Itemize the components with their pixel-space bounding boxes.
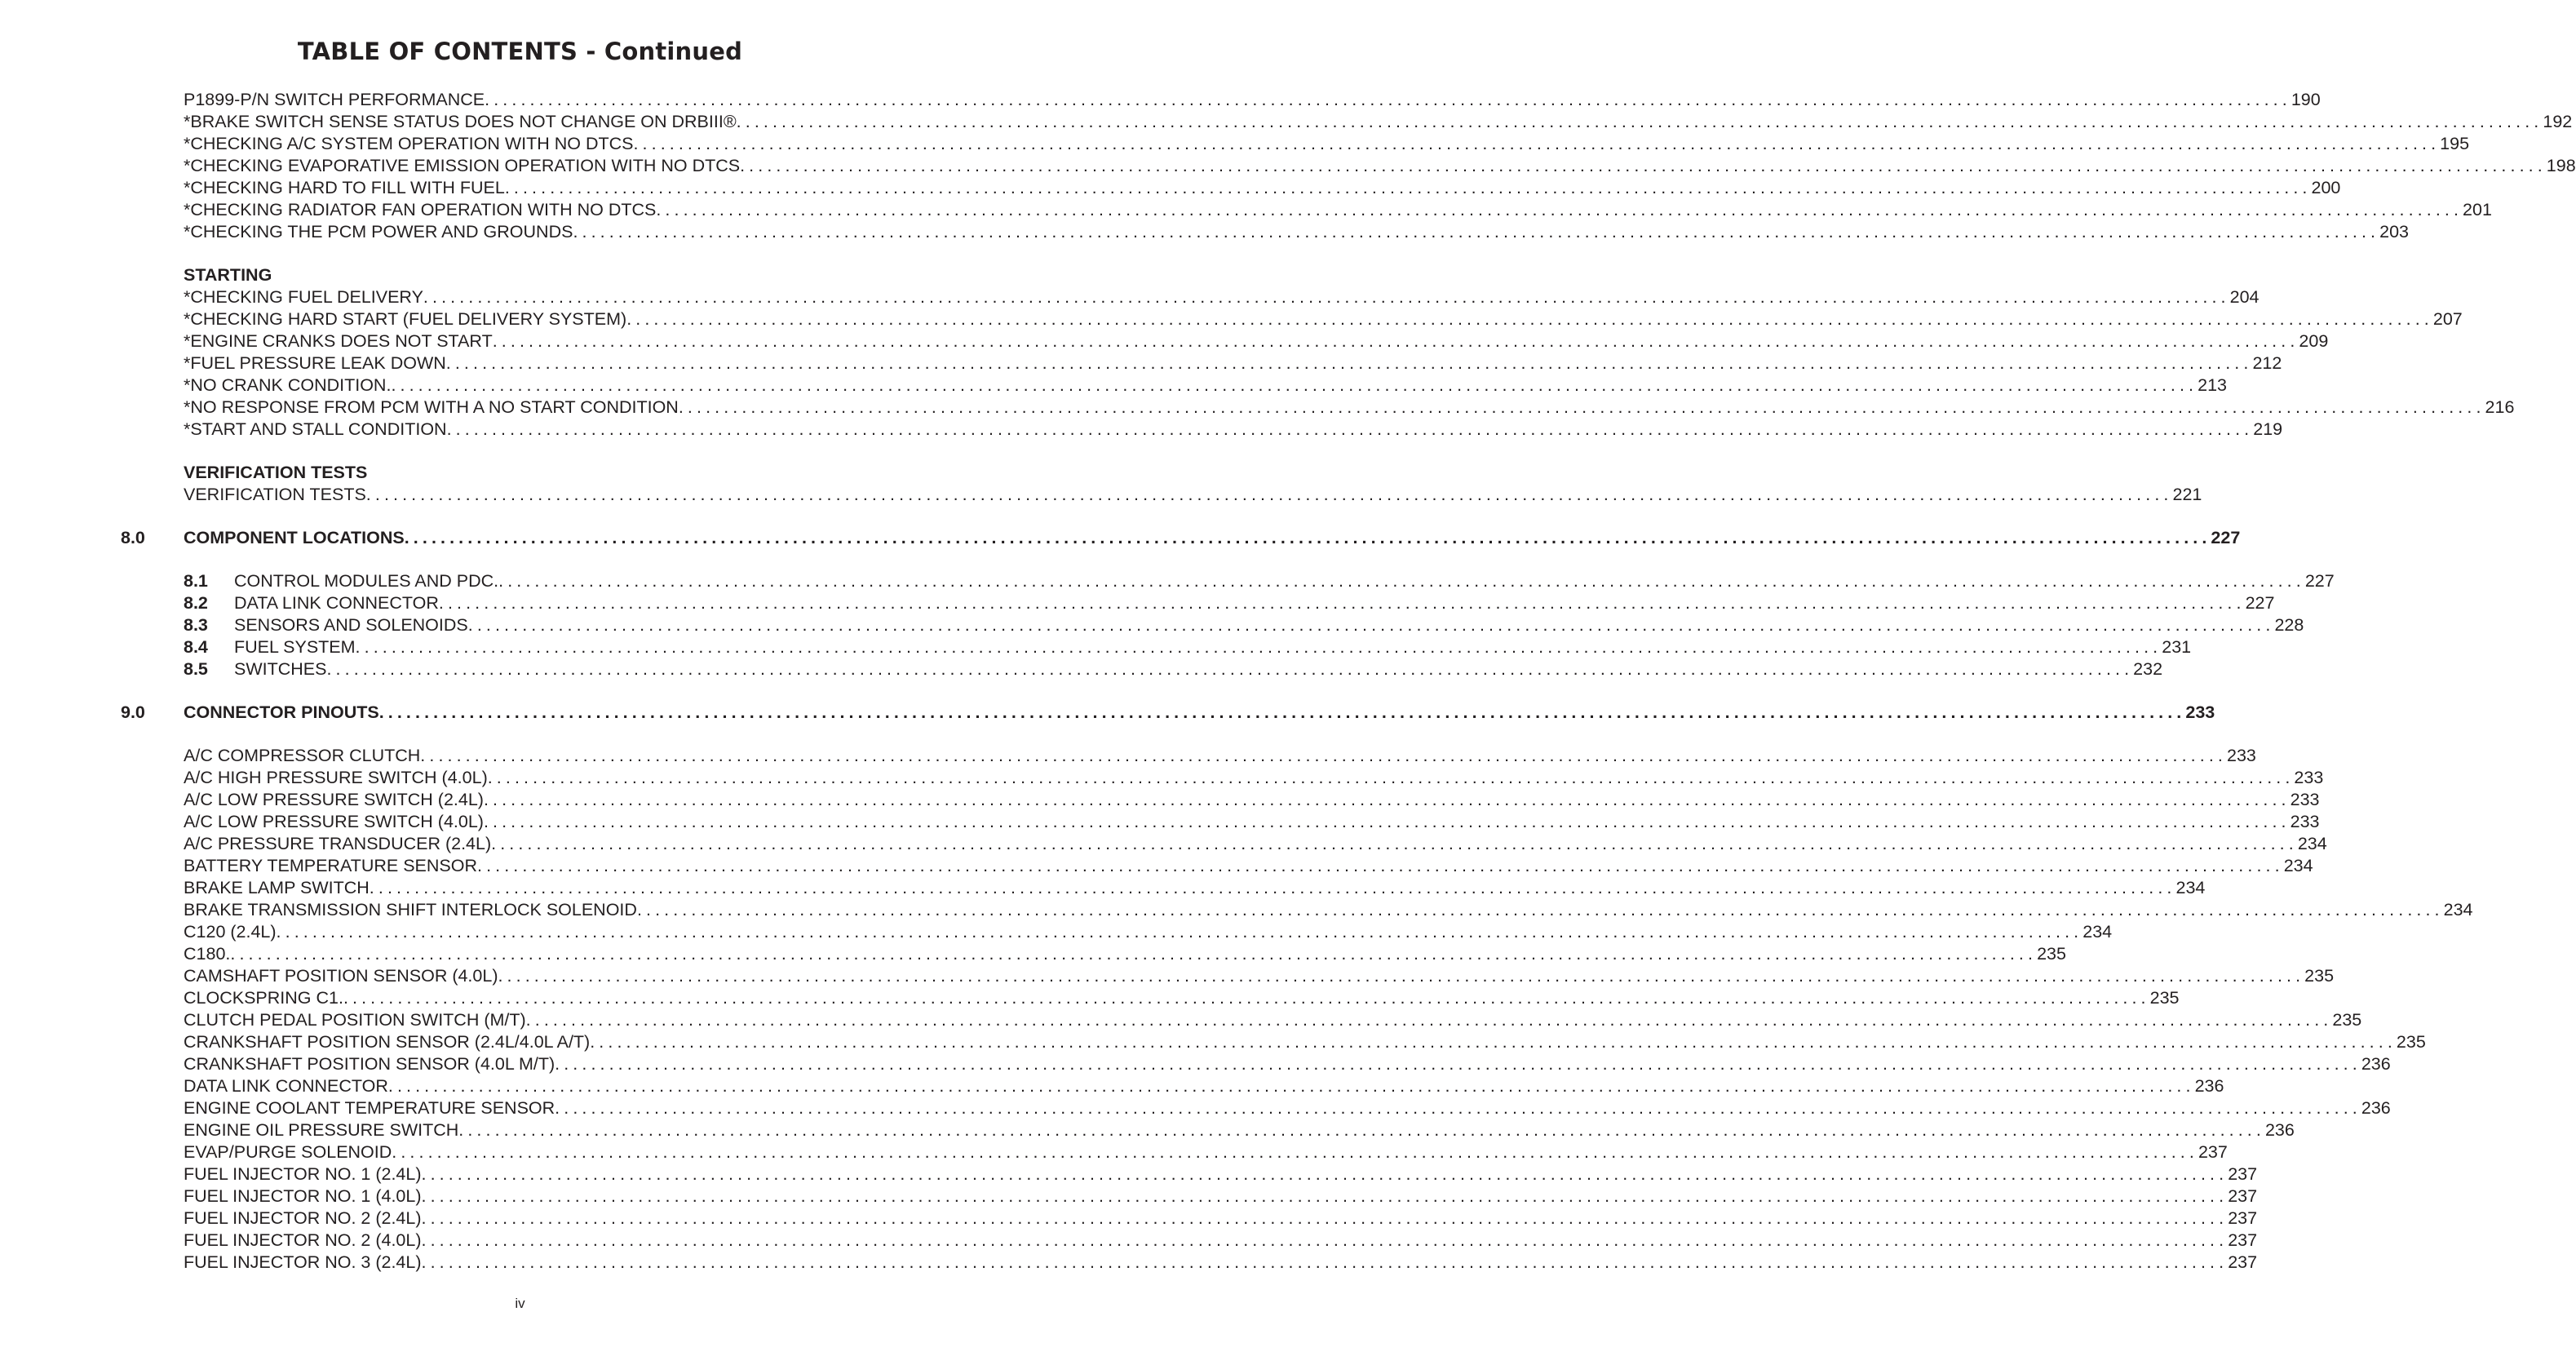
- toc-subsection[interactable]: [0, 658, 2163, 680]
- toc-entry-page: 235: [2396, 1032, 2426, 1052]
- dot-leader: ........................................................................................................................................................................................................: [391, 375, 2198, 395]
- toc-entry-label: ENGINE OIL PRESSURE SWITCH: [184, 1120, 459, 1140]
- toc-entry-page: 204: [2229, 287, 2260, 307]
- toc-entry-label: EVAP/PURGE SOLENOID: [184, 1142, 392, 1162]
- subsection-number: 8.3: [184, 615, 208, 635]
- toc-entry-label: A/C LOW PRESSURE SWITCH (4.0L): [184, 812, 484, 831]
- toc-entry-page: 233: [2226, 746, 2256, 765]
- toc-entry-page: 207: [2432, 309, 2463, 329]
- toc-group-starting: [0, 264, 2515, 441]
- toc-entry-label: CAMSHAFT POSITION SENSOR (4.0L): [184, 966, 498, 986]
- dot-leader: ........................................................................................................................................................................................................: [483, 812, 2291, 831]
- toc-entry-label: *CHECKING EVAPORATIVE EMISSION OPERATION WITH NO DTCS: [184, 156, 741, 175]
- dot-leader: ........................................................................................................................................................................................................: [573, 222, 2380, 241]
- toc-entry-label: CRANKSHAFT POSITION SENSOR (4.0L M/T): [184, 1054, 555, 1074]
- toc-entry[interactable]: [0, 397, 2515, 419]
- toc-entry-label: A/C COMPRESSOR CLUTCH: [184, 746, 421, 765]
- toc-subsection[interactable]: [0, 570, 2335, 592]
- dot-leader: ........................................................................................................................................................................................................: [498, 966, 2305, 986]
- toc-entry[interactable]: [0, 177, 2341, 199]
- section-heading-starting: STARTING: [184, 265, 272, 285]
- toc-entry-page: 198: [2546, 156, 2576, 175]
- toc-entry[interactable]: [0, 374, 2227, 397]
- toc-entry-label: *NO RESPONSE FROM PCM WITH A NO START CONDITION: [184, 397, 679, 417]
- toc-entry[interactable]: [0, 199, 2492, 221]
- toc-entry[interactable]: [0, 1252, 2258, 1274]
- toc-entry-page: 227: [2304, 571, 2335, 591]
- page-number: iv: [515, 1296, 525, 1311]
- toc-entry-label: SENSORS AND SOLENOIDS: [234, 615, 468, 635]
- toc-entry-label: VERIFICATION TESTS: [184, 485, 366, 504]
- toc-entry[interactable]: [0, 1185, 2258, 1207]
- toc-entry-page: 200: [2311, 178, 2341, 197]
- dot-leader: ........................................................................................................................................................................................................: [420, 746, 2227, 765]
- toc-entry-label: *CHECKING HARD START (FUEL DELIVERY SYSTEM): [184, 309, 627, 329]
- toc-entry-page: 221: [2172, 485, 2202, 504]
- dot-leader: ........................................................................................................................................................................................................: [636, 900, 2444, 919]
- toc-entry-page: 234: [2082, 922, 2113, 942]
- dot-leader: ........................................................................................................................................................................................................: [626, 309, 2433, 329]
- toc-entry[interactable]: [0, 789, 2320, 811]
- dot-leader: ........................................................................................................................................................................................................: [445, 353, 2253, 373]
- toc-entry[interactable]: [0, 899, 2473, 921]
- toc-entry-label: *NO CRANK CONDITION.: [184, 375, 392, 395]
- toc-entry-page: 231: [2162, 637, 2192, 657]
- dot-leader: ........................................................................................................................................................................................................: [467, 615, 2275, 635]
- toc-subsection[interactable]: [0, 636, 2192, 658]
- dot-leader: ........................................................................................................................................................................................................: [487, 768, 2295, 787]
- toc-entry[interactable]: [0, 1009, 2362, 1031]
- toc-entry-page: 237: [2228, 1186, 2258, 1206]
- dot-leader: ........................................................................................................................................................................................................: [555, 1098, 2361, 1118]
- toc-entry[interactable]: [0, 419, 2283, 441]
- toc-entry-label: FUEL INJECTOR NO. 1 (4.0L): [184, 1186, 422, 1206]
- toc-entry-page: 235: [2332, 1010, 2362, 1030]
- toc-group-verification: [0, 462, 2202, 506]
- toc-entry-page: 233: [2294, 768, 2324, 787]
- toc-entry[interactable]: [0, 133, 2470, 155]
- dot-leader: ........................................................................................................................................................................................................: [555, 1054, 2361, 1074]
- subsection-number: 8.1: [184, 571, 208, 591]
- dot-leader: ........................................................................................................................................................................................................: [736, 112, 2543, 131]
- toc-entry-label: BRAKE LAMP SWITCH: [184, 878, 370, 897]
- toc-entry[interactable]: [0, 767, 2324, 789]
- toc-entry-label: CLOCKSPRING C1.: [184, 988, 343, 1008]
- toc-entry-label: *ENGINE CRANKS DOES NOT START: [184, 331, 493, 351]
- dot-leader: ........................................................................................................................................................................................................: [504, 178, 2312, 197]
- toc-entry-label: FUEL INJECTOR NO. 3 (2.4L): [184, 1252, 422, 1272]
- toc-entry-page: 234: [2283, 856, 2313, 875]
- dot-leader: ........................................................................................................................................................................................................: [458, 1120, 2265, 1140]
- toc-entry-page: 234: [2443, 900, 2473, 919]
- toc-section-8[interactable]: [0, 527, 2241, 549]
- toc-entry[interactable]: [0, 745, 2256, 767]
- toc-entry-page: 227: [2211, 528, 2241, 547]
- dot-leader: ........................................................................................................................................................................................................: [498, 571, 2305, 591]
- toc-entry-label: *CHECKING THE PCM POWER AND GROUNDS: [184, 222, 573, 241]
- toc-entry-label: FUEL SYSTEM: [234, 637, 356, 657]
- toc-entry-label: FUEL INJECTOR NO. 2 (2.4L): [184, 1208, 422, 1228]
- toc-entry-page: 237: [2198, 1142, 2228, 1162]
- toc-entry-page: 237: [2228, 1164, 2258, 1184]
- toc-entry-page: 219: [2253, 419, 2283, 439]
- toc-subsections-8: [0, 570, 2335, 680]
- dot-leader: ........................................................................................................................................................................................................: [656, 200, 2463, 219]
- dot-leader: ........................................................................................................................................................................................................: [392, 1142, 2198, 1162]
- dot-leader: ........................................................................................................................................................................................................: [491, 834, 2298, 853]
- section-heading-verification: VERIFICATION TESTS: [184, 463, 368, 482]
- toc-entry[interactable]: [0, 1053, 2391, 1075]
- toc-entry[interactable]: [0, 943, 2066, 965]
- toc-group-diagnostics: [0, 89, 2576, 243]
- toc-entry-page: 213: [2198, 375, 2227, 395]
- toc-entry-label: C120 (2.4L): [184, 922, 277, 942]
- toc-entry[interactable]: [0, 286, 2260, 308]
- toc-entry-page: 216: [2485, 397, 2515, 417]
- dot-leader: ........................................................................................................................................................................................................: [525, 1010, 2333, 1030]
- dot-leader: ........................................................................................................................................................................................................: [404, 528, 2211, 547]
- toc-entry-label: DATA LINK CONNECTOR: [184, 1076, 388, 1096]
- dot-leader: ........................................................................................................................................................................................................: [230, 944, 2038, 964]
- toc-entry-page: 234: [2175, 878, 2206, 897]
- dot-leader: ........................................................................................................................................................................................................: [421, 1252, 2229, 1272]
- toc-entry[interactable]: [0, 111, 2573, 133]
- toc-entry[interactable]: [0, 221, 2409, 243]
- toc-entry-label: FUEL INJECTOR NO. 2 (4.0L): [184, 1230, 422, 1250]
- toc-entry-page: 192: [2543, 112, 2573, 131]
- dot-leader: ........................................................................................................................................................................................................: [369, 878, 2176, 897]
- toc-entry-page: 228: [2274, 615, 2304, 635]
- toc-entry-label: *CHECKING RADIATOR FAN OPERATION WITH NO DTCS: [184, 200, 657, 219]
- toc-entry-label: P1899-P/N SWITCH PERFORMANCE: [184, 90, 485, 109]
- dot-leader: ........................................................................................................................................................................................................: [421, 1208, 2229, 1228]
- toc-entry[interactable]: [0, 1207, 2258, 1230]
- toc-entry-label: CONTROL MODULES AND PDC.: [234, 571, 499, 591]
- toc-entry[interactable]: [0, 1119, 2295, 1141]
- toc-entry-page: 234: [2297, 834, 2327, 853]
- dot-leader: ........................................................................................................................................................................................................: [423, 287, 2230, 307]
- toc-entry[interactable]: [0, 965, 2335, 987]
- toc-entry[interactable]: [0, 330, 2329, 352]
- toc-entry[interactable]: [0, 484, 2202, 506]
- dot-leader: ........................................................................................................................................................................................................: [421, 1186, 2229, 1206]
- toc-entry-label: ENGINE COOLANT TEMPERATURE SENSOR: [184, 1098, 555, 1118]
- toc-entry-page: 235: [2149, 988, 2180, 1008]
- toc-entry-page: 233: [2290, 790, 2320, 809]
- toc-entry-label: *CHECKING HARD TO FILL WITH FUEL: [184, 178, 505, 197]
- toc-entry-label: FUEL INJECTOR NO. 1 (2.4L): [184, 1164, 422, 1184]
- toc-entry[interactable]: [0, 1141, 2228, 1163]
- toc-entry-page: 190: [2291, 90, 2321, 109]
- toc-entry-page: 236: [2194, 1076, 2224, 1096]
- toc-entry-label: *CHECKING FUEL DELIVERY: [184, 287, 423, 307]
- toc-entry-label: *BRAKE SWITCH SENSE STATUS DOES NOT CHANGE ON DRBIII®: [184, 112, 737, 131]
- toc-subsection[interactable]: [0, 592, 2275, 614]
- toc-entry-page: 236: [2361, 1098, 2391, 1118]
- toc-entry-page: 203: [2379, 222, 2409, 241]
- dot-leader: ........................................................................................................................................................................................................: [365, 485, 2173, 504]
- dot-leader: ........................................................................................................................................................................................................: [492, 331, 2299, 351]
- toc-entry-label: *FUEL PRESSURE LEAK DOWN: [184, 353, 446, 373]
- toc-entry[interactable]: [0, 877, 2206, 899]
- toc-entry-page: 236: [2264, 1120, 2295, 1140]
- dot-leader: ........................................................................................................................................................................................................: [740, 156, 2547, 175]
- dot-leader: ........................................................................................................................................................................................................: [378, 702, 2186, 722]
- toc-entry-label: BRAKE TRANSMISSION SHIFT INTERLOCK SOLENOID: [184, 900, 637, 919]
- toc-entry-label: CLUTCH PEDAL POSITION SWITCH (M/T): [184, 1010, 526, 1030]
- toc-entry[interactable]: [0, 1230, 2258, 1252]
- toc-entry[interactable]: [0, 1097, 2391, 1119]
- subsection-number: 8.5: [184, 659, 208, 679]
- toc-entry[interactable]: [0, 855, 2313, 877]
- table-of-contents: [0, 89, 2576, 1274]
- dot-leader: ........................................................................................................................................................................................................: [355, 637, 2162, 657]
- toc-subsection[interactable]: [0, 614, 2304, 636]
- toc-entry-page: 235: [2304, 966, 2335, 986]
- dot-leader: ........................................................................................................................................................................................................: [276, 922, 2083, 942]
- toc-entry[interactable]: [0, 308, 2463, 330]
- toc-entry-label: C180.: [184, 944, 231, 964]
- toc-entries-9: [0, 745, 2473, 1274]
- toc-entry-page: 233: [2185, 702, 2215, 722]
- toc-entry-page: 209: [2299, 331, 2329, 351]
- toc-entry-page: 233: [2290, 812, 2320, 831]
- dot-leader: ........................................................................................................................................................................................................: [446, 419, 2254, 439]
- dot-leader: ........................................................................................................................................................................................................: [343, 988, 2150, 1008]
- dot-leader: ........................................................................................................................................................................................................: [483, 790, 2291, 809]
- dot-leader: ........................................................................................................................................................................................................: [387, 1076, 2195, 1096]
- subsection-number: 8.4: [184, 637, 208, 657]
- toc-entry-label: BATTERY TEMPERATURE SENSOR: [184, 856, 477, 875]
- subsection-number: 8.2: [184, 593, 208, 613]
- toc-entry-page: 236: [2361, 1054, 2391, 1074]
- dot-leader: ........................................................................................................................................................................................................: [438, 593, 2246, 613]
- toc-entry-page: 235: [2037, 944, 2066, 964]
- toc-entry-label: *START AND STALL CONDITION: [184, 419, 447, 439]
- dot-leader: ........................................................................................................................................................................................................: [485, 90, 2291, 109]
- toc-entry-page: 237: [2228, 1208, 2258, 1228]
- toc-entry-label: A/C LOW PRESSURE SWITCH (2.4L): [184, 790, 484, 809]
- toc-entry-label: A/C PRESSURE TRANSDUCER (2.4L): [184, 834, 492, 853]
- dot-leader: ........................................................................................................................................................................................................: [590, 1032, 2397, 1052]
- toc-entry-page: 212: [2252, 353, 2282, 373]
- toc-entry-label: A/C HIGH PRESSURE SWITCH (4.0L): [184, 768, 488, 787]
- toc-entry-page: 201: [2463, 200, 2492, 219]
- toc-entry-page: 237: [2228, 1252, 2258, 1272]
- toc-entry[interactable]: [0, 811, 2320, 833]
- toc-entry-label: COMPONENT LOCATIONS: [184, 528, 405, 547]
- toc-entry[interactable]: [0, 89, 2321, 111]
- toc-entry[interactable]: [0, 987, 2180, 1009]
- dot-leader: ........................................................................................................................................................................................................: [421, 1164, 2229, 1184]
- toc-entry-label: CRANKSHAFT POSITION SENSOR (2.4L/4.0L A/T): [184, 1032, 591, 1052]
- toc-entry[interactable]: [0, 921, 2113, 943]
- section-number: 8.0: [121, 528, 145, 547]
- dot-leader: ........................................................................................................................................................................................................: [678, 397, 2485, 417]
- dot-leader: ........................................................................................................................................................................................................: [477, 856, 2284, 875]
- toc-entry-label: CONNECTOR PINOUTS: [184, 702, 379, 722]
- toc-entry[interactable]: [0, 833, 2327, 855]
- toc-entry-label: SWITCHES: [234, 659, 327, 679]
- toc-entry-page: 195: [2440, 134, 2470, 153]
- dot-leader: ........................................................................................................................................................................................................: [633, 134, 2441, 153]
- toc-entry-label: DATA LINK CONNECTOR: [234, 593, 439, 613]
- dot-leader: ........................................................................................................................................................................................................: [421, 1230, 2229, 1250]
- toc-entry-label: *CHECKING A/C SYSTEM OPERATION WITH NO DTCS: [184, 134, 634, 153]
- toc-entry-page: 237: [2228, 1230, 2258, 1250]
- section-number: 9.0: [121, 702, 145, 722]
- toc-entry-page: 232: [2133, 659, 2163, 679]
- dot-leader: ........................................................................................................................................................................................................: [326, 659, 2134, 679]
- toc-entry-page: 227: [2245, 593, 2275, 613]
- page-title: TABLE OF CONTENTS - Continued: [297, 38, 743, 65]
- toc-entry[interactable]: [0, 1075, 2224, 1097]
- toc-entry[interactable]: [0, 155, 2576, 177]
- toc-entry[interactable]: [0, 1031, 2426, 1053]
- toc-entry[interactable]: [0, 1163, 2258, 1185]
- toc-entry[interactable]: [0, 352, 2282, 374]
- toc-section-9[interactable]: [0, 702, 2215, 724]
